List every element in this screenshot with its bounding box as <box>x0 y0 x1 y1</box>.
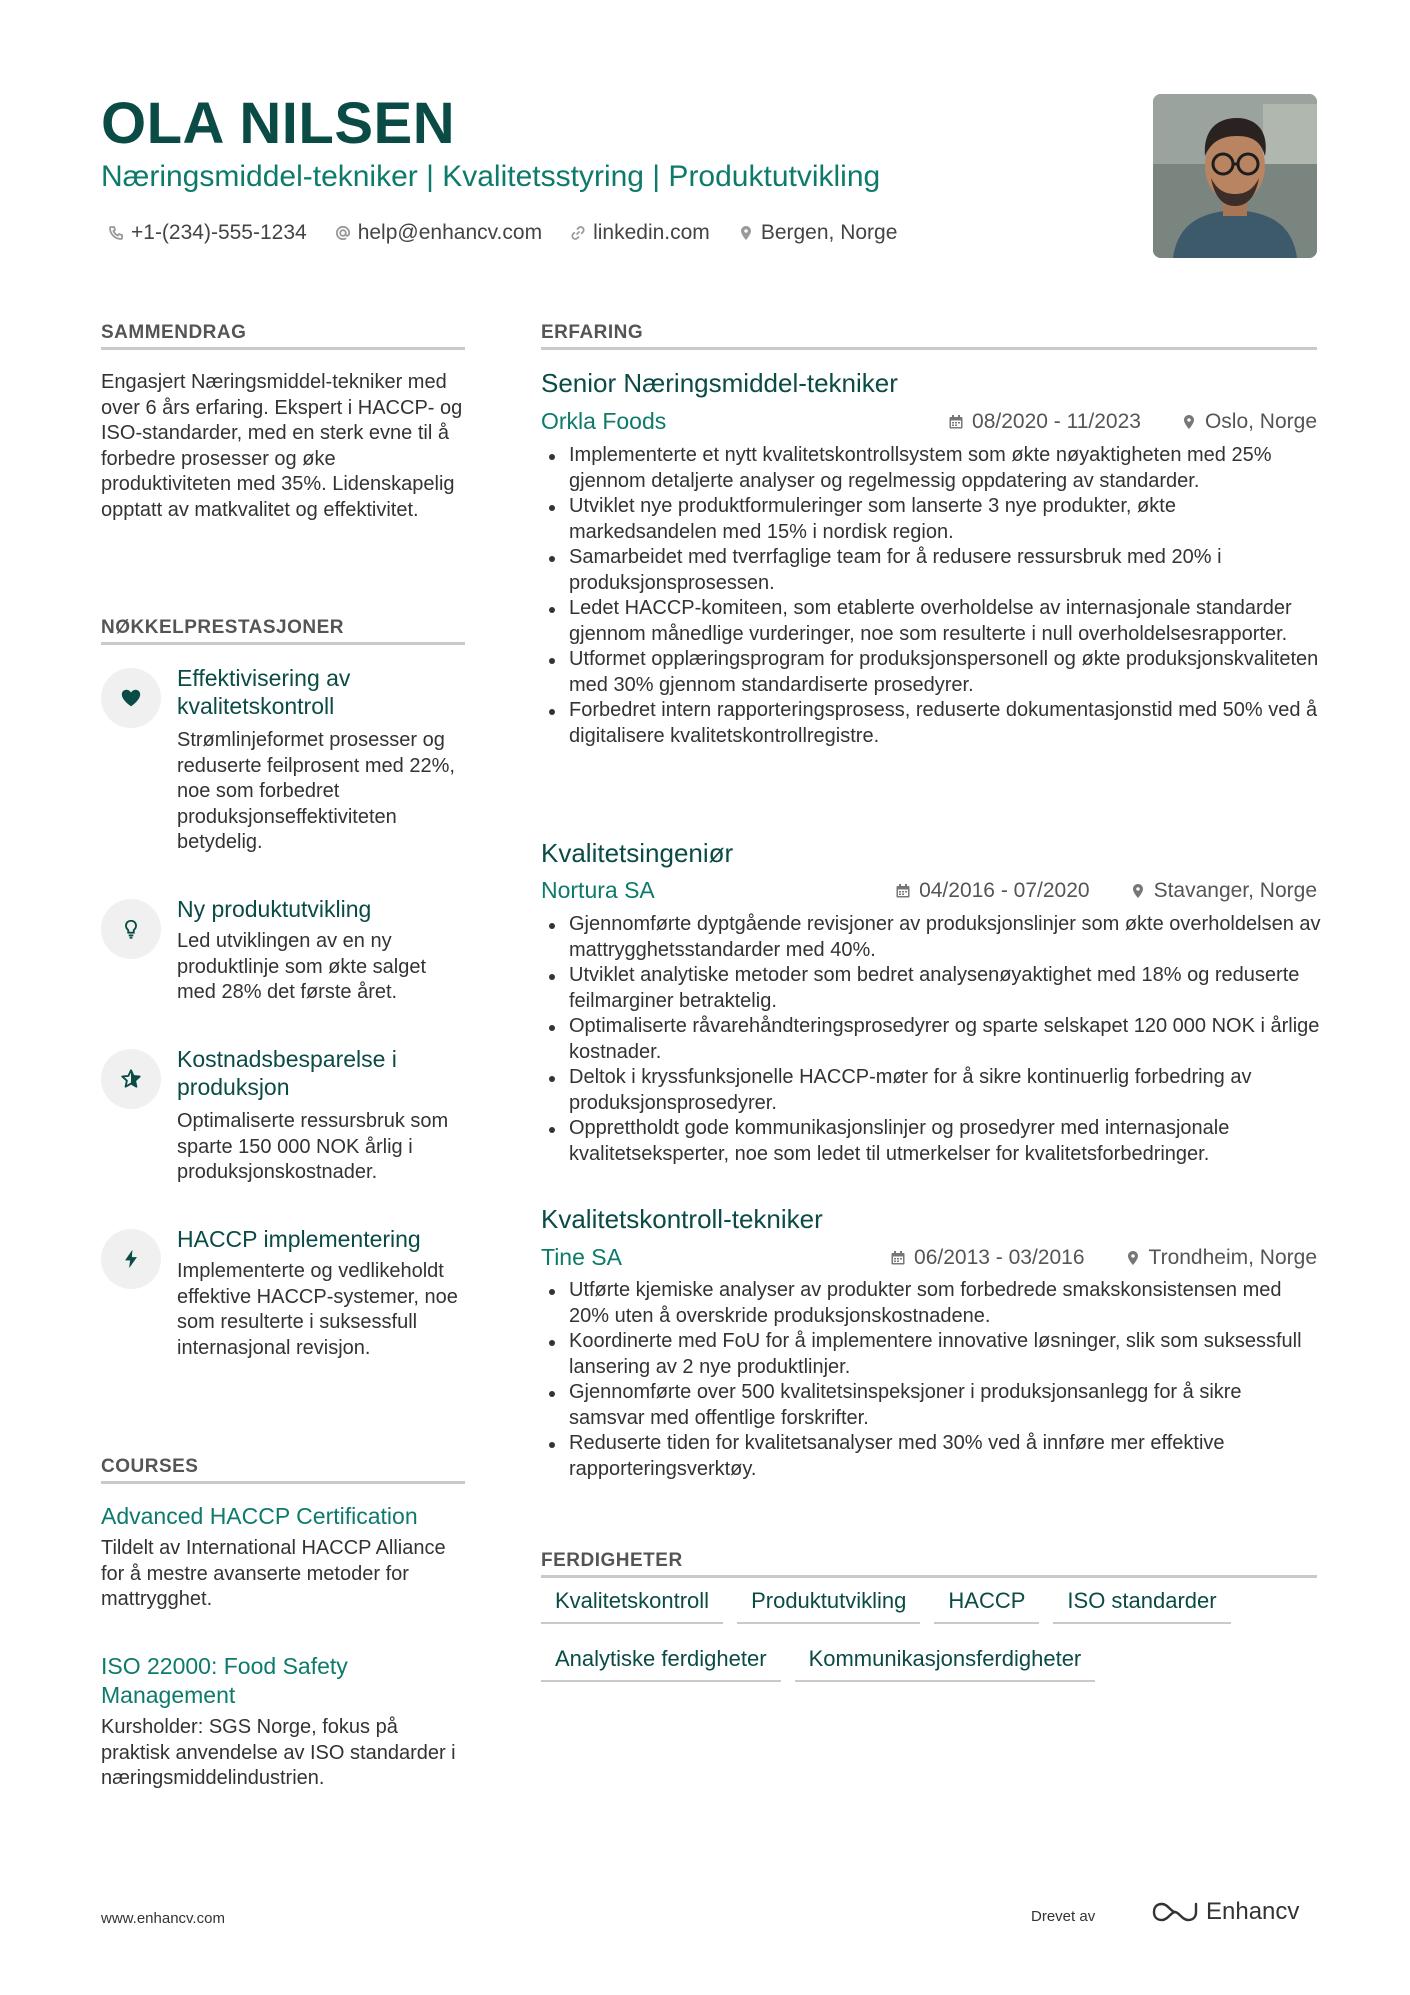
experience-divider <box>541 347 1317 350</box>
location-text: Bergen, Norge <box>760 221 898 244</box>
job-title: Senior Næringsmiddel-tekniker <box>541 368 898 398</box>
job-dates: 06/2013 - 03/2016 <box>914 1246 1085 1269</box>
job-meta <box>890 1246 1317 1270</box>
list-item: Utførte kjemiske analyser av produkter som forbedrede smakskonsistensen med 20% uten å overskride produksjonskostnadene. <box>541 1278 1321 1329</box>
skills-list <box>541 1588 1321 1682</box>
avatar-illustration <box>1153 94 1317 258</box>
location-pin-icon <box>1125 1250 1141 1266</box>
brand-logo[interactable] <box>1152 1898 1299 1926</box>
job-company: Nortura SA <box>541 877 655 903</box>
phone-text: +1-(234)-555-1234 <box>131 221 307 244</box>
list-item: Utviklet nye produktformuleringer som lanserte 3 nye produkter, økte markedsandelen med 15% i nordisk region. <box>541 494 1321 545</box>
job-dates: 08/2020 - 11/2023 <box>972 410 1141 433</box>
course-desc: Tildelt av International HACCP Alliance for å mestre avanserte metoder for mattrygghet. <box>101 1537 446 1610</box>
list-item: Optimaliserte råvarehåndteringsprosedyrer og sparte selskapet 120 000 NOK i årlige kostnader. <box>541 1014 1321 1065</box>
job-bullets <box>541 912 1321 1167</box>
list-item: Deltok i kryssfunksjonelle HACCP-møter for å sikre kontinuerlig forbedring av produksjonsprosedyrer. <box>541 1065 1321 1116</box>
summary-heading: SAMMENDRAG <box>101 322 247 343</box>
achievement-desc: Optimaliserte ressursbruk som sparte 150 000 NOK årlig i produksjonskostnader. <box>177 1110 449 1183</box>
achievement-desc: Strømlinjeformet prosesser og reduserte feilprosent med 22%, noe som forbedret produksjonseffektiviteten betydelig. <box>177 729 455 853</box>
list-item: Gjennomførte dyptgående revisjoner av produksjonslinjer som økte overholdelsen av mattrygghetsstandarder med 40%. <box>541 912 1321 963</box>
experience-heading: ERFARING <box>541 322 644 343</box>
course-title: Advanced HACCP Certification <box>101 1503 418 1529</box>
list-item: Ledet HACCP-komiteen, som etablerte overholdelse av internasjonale standarder gjennom månedlige vurderinger, noe som resulterte i null overholdelsesrapporter. <box>541 596 1321 647</box>
job-title: Kvalitetskontroll-tekniker <box>541 1204 823 1234</box>
skill-tag: Produktutvikling <box>737 1588 920 1624</box>
skills-divider <box>541 1575 1317 1578</box>
job-bullets <box>541 1278 1321 1482</box>
skill-tag: Analytiske ferdigheter <box>541 1646 781 1682</box>
location-pin-icon <box>1181 414 1197 430</box>
headline: Næringsmiddel-tekniker | Kvalitetsstyring | Produktutvikling <box>101 160 881 193</box>
footer-url[interactable]: www.enhancv.com <box>101 1910 225 1927</box>
enhancv-logo-icon <box>1152 1900 1198 1924</box>
job-company: Orkla Foods <box>541 408 667 434</box>
candidate-name: OLA NILSEN <box>101 91 456 156</box>
job-bullets <box>541 443 1321 749</box>
location-pin-icon <box>1130 883 1146 899</box>
contact-phone[interactable] <box>108 221 307 245</box>
calendar-icon <box>890 1250 906 1266</box>
skill-tag: Kommunikasjonsferdigheter <box>795 1646 1096 1682</box>
skill-tag: Kvalitetskontroll <box>541 1588 723 1624</box>
achievement-item <box>101 1225 465 1395</box>
list-item: Gjennomførte over 500 kvalitetsinspeksjoner i produksjonsanlegg for å sikre samsvar med offentlige forskrifter. <box>541 1380 1321 1431</box>
list-item: Implementerte et nytt kvalitetskontrollsystem som økte nøyaktigheten med 25% gjennom detaljerte analyser og regelmessig oppdatering av standarder. <box>541 443 1321 494</box>
list-item: Forbedret intern rapporteringsprosess, reduserte dokumentasjonstid med 50% ved å digitalisere kvalitetskontrollregistre. <box>541 698 1321 749</box>
list-item: Utformet opplæringsprogram for produksjonspersonell og økte produksjonskvaliteten med 30% gjennom standardiserte prosedyrer. <box>541 647 1321 698</box>
achievement-title: Kostnadsbesparelse i produksjon <box>177 1046 397 1100</box>
contact-location <box>738 221 898 245</box>
list-item: Samarbeidet med tverrfaglige team for å redusere ressursbruk med 20% i produksjonsprosessen. <box>541 545 1321 596</box>
achievement-desc: Led utviklingen av en ny produktlinje som økte salget med 28% det første året. <box>177 930 427 1003</box>
list-item: Reduserte tiden for kvalitetsanalyser med 30% ved å innføre mer effektive rapporteringsverktøy. <box>541 1431 1321 1482</box>
achievement-title: Ny produktutvikling <box>177 896 372 922</box>
job-company: Tine SA <box>541 1244 622 1270</box>
achievements-divider <box>101 642 465 645</box>
calendar-icon <box>895 883 911 899</box>
summary-text: Engasjert Næringsmiddel-tekniker med over 6 års erfaring. Ekspert i HACCP- og ISO-standarder, med en sterk evne til å forbedre prosesser og øke produktiviteten med 35%. Lidenskapelig opptatt av matkvalitet og effektivitet. <box>101 371 463 521</box>
skill-tag: HACCP <box>934 1588 1039 1624</box>
course-title: ISO 22000: Food Safety Management <box>101 1653 348 1708</box>
summary-divider <box>101 347 465 350</box>
job-location: Stavanger, Norge <box>1153 879 1317 902</box>
job-dates: 04/2016 - 07/2020 <box>919 879 1090 902</box>
location-pin-icon <box>738 225 754 241</box>
bolt-icon <box>120 1248 142 1270</box>
heart-icon <box>120 687 142 709</box>
courses-divider <box>101 1481 465 1484</box>
star-icon <box>120 1068 142 1090</box>
linkedin-text: linkedin.com <box>593 221 710 244</box>
at-icon <box>335 225 351 241</box>
achievement-item <box>101 1045 465 1195</box>
course-desc: Kursholder: SGS Norge, fokus på praktisk anvendelse av ISO standarder i næringsmiddelindustrien. <box>101 1716 456 1789</box>
job-title: Kvalitetsingeniør <box>541 838 734 868</box>
job-meta <box>895 879 1317 903</box>
phone-icon <box>108 225 124 241</box>
achievements-heading: NØKKELPRESTASJONER <box>101 617 345 638</box>
job-meta <box>948 410 1317 434</box>
courses-heading: COURSES <box>101 1456 199 1477</box>
list-item: Opprettholdt gode kommunikasjonslinjer og prosedyrer med internasjonale kvalitetseksperter, noe som ledet til utmerkelser for kvalitetsforbedringer. <box>541 1116 1321 1167</box>
achievement-item <box>101 895 465 1015</box>
achievement-desc: Implementerte og vedlikeholdt effektive HACCP-systemer, noe som resulterte i suksessfull internasjonal revisjon. <box>177 1260 458 1359</box>
calendar-icon <box>948 414 964 430</box>
achievement-title: Effektivisering av kvalitetskontroll <box>177 665 351 719</box>
email-text: help@enhancv.com <box>357 221 543 244</box>
skill-tag: ISO standarder <box>1053 1588 1230 1624</box>
contact-linkedin[interactable] <box>570 221 710 245</box>
contact-list <box>108 221 897 245</box>
job-location: Trondheim, Norge <box>1148 1246 1317 1269</box>
powered-by-label: Drevet av <box>1031 1908 1096 1925</box>
link-icon <box>570 225 586 241</box>
contact-email[interactable] <box>335 221 542 245</box>
job-location: Oslo, Norge <box>1204 410 1317 433</box>
lightbulb-icon <box>120 918 142 940</box>
list-item: Utviklet analytiske metoder som bedret analysenøyaktighet med 18% og reduserte feilmarginer betraktelig. <box>541 963 1321 1014</box>
list-item: Koordinerte med FoU for å implementere innovative løsninger, slik som suksessfull lansering av 2 nye produktlinjer. <box>541 1329 1321 1380</box>
skills-heading: FERDIGHETER <box>541 1550 683 1571</box>
achievement-title: HACCP implementering <box>177 1226 421 1252</box>
brand-name: Enhancv <box>1206 1898 1300 1925</box>
profile-photo <box>1153 94 1317 258</box>
achievement-item <box>101 664 465 864</box>
